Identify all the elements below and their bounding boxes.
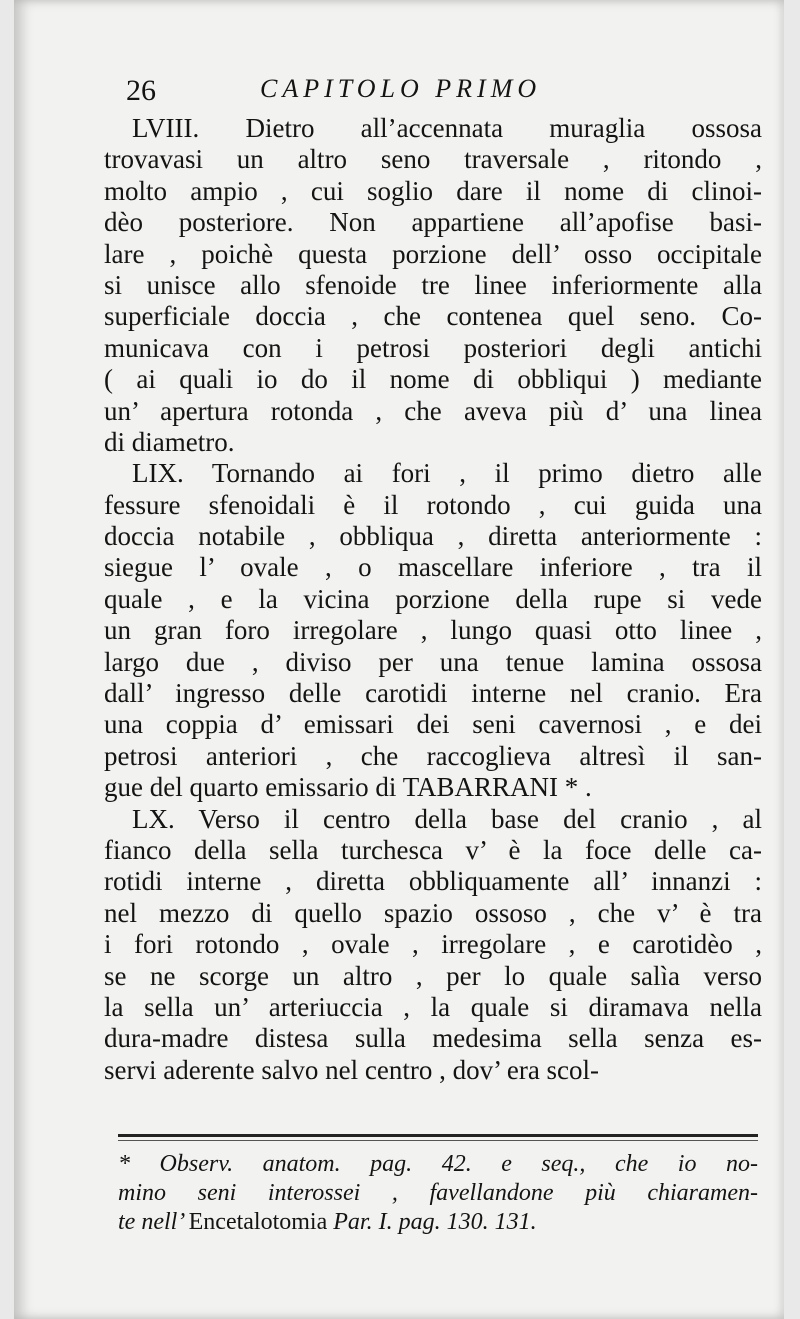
- footnote-title: Encetalotomia: [188, 1209, 328, 1235]
- footnote-line: mino seni interossei , favellandone più chiaramen-: [118, 1180, 758, 1206]
- text-line: siegue l’ ovale , o mascellare inferiore , tra il: [104, 552, 762, 583]
- text-line: rotidi interne , diretta obbliquamente all’ innanzi :: [104, 866, 762, 897]
- text-line: trovavasi un altro seno traversale , ritondo ,: [104, 144, 762, 175]
- text-line: fessure sfenoidali è il rotondo , cui guida una: [104, 489, 762, 520]
- text-line: municava con i petrosi posteriori degli antichi: [104, 332, 762, 363]
- text-line: superficiale doccia , che contenea quel seno. Co-: [104, 301, 762, 332]
- text-line: nel mezzo di quello spazio ossoso , che v’ è tra: [104, 897, 762, 928]
- footnote: [118, 1150, 758, 1237]
- page-header: [126, 70, 776, 110]
- text-line: un’ apertura rotonda , che aveva più d’ una linea: [104, 395, 762, 426]
- text-line: lare , poichè questa porzione dell’ osso occipitale: [104, 238, 762, 269]
- text-line: dall’ ingresso delle carotidi interne nel cranio. Era: [104, 678, 762, 709]
- running-head: CAPITOLO PRIMO: [260, 74, 542, 103]
- text-line: fianco della sella turchesca v’ è la foce delle ca-: [104, 834, 762, 865]
- text-line: una coppia d’ emissari dei seni cavernosi , e dei: [104, 709, 762, 740]
- footnote-text: te nell’: [118, 1209, 183, 1235]
- text-line: molto ampio , cui soglio dare il nome di clinoi-: [104, 175, 762, 206]
- footnote-line: [118, 1208, 758, 1237]
- text-line: i fori rotondo , ovale , irregolare , e carotidèo ,: [104, 929, 762, 960]
- text-line: servi aderente salvo nel centro , dov’ era scol-: [104, 1054, 600, 1085]
- text-line: dura-madre distesa sulla medesima sella senza es-: [104, 1023, 762, 1054]
- text-line: LX. Verso il centro della base del cranio , al: [132, 803, 762, 834]
- footnote-reference: Par. I. pag. 130. 131.: [333, 1209, 537, 1235]
- text-line: se ne scorge un altro , per lo quale salìa verso: [104, 960, 762, 991]
- text-line: petrosi anteriori , che raccoglieva altresì il san-: [104, 740, 762, 771]
- text-line: largo due , diviso per una tenue lamina ossosa: [104, 646, 762, 677]
- text-line: quale , e la vicina porzione della rupe si vede: [104, 583, 762, 614]
- text-line: si unisce allo sfenoide tre linee inferiormente alla: [104, 269, 762, 300]
- text-line: un gran foro irregolare , lungo quasi otto linee ,: [104, 615, 762, 646]
- text-line: la sella un’ arteriuccia , la quale si diramava nella: [104, 991, 762, 1022]
- text-line: gue del quarto emissario di TABARRANI * .: [104, 772, 592, 803]
- text-line: di diametro.: [104, 426, 235, 457]
- footnote-line: * Observ. anatom. pag. 42. e seq., che io no-: [118, 1151, 758, 1177]
- text-line: LIX. Tornando ai fori , il primo dietro alle: [132, 458, 762, 489]
- text-line: ( ai quali io do il nome di obbliqui ) mediante: [104, 364, 762, 395]
- text-line: doccia notabile , obbliqua , diretta anteriormente :: [104, 521, 762, 552]
- page-number: 26: [126, 74, 156, 107]
- footnote-rule-thin: [118, 1140, 758, 1141]
- footnote-rule: [118, 1134, 758, 1137]
- text-line: dèo posteriore. Non appartiene all’apofise basi-: [104, 207, 762, 238]
- body-text: [104, 113, 762, 1086]
- text-line: LVIII. Dietro all’accennata muraglia ossosa: [132, 113, 762, 143]
